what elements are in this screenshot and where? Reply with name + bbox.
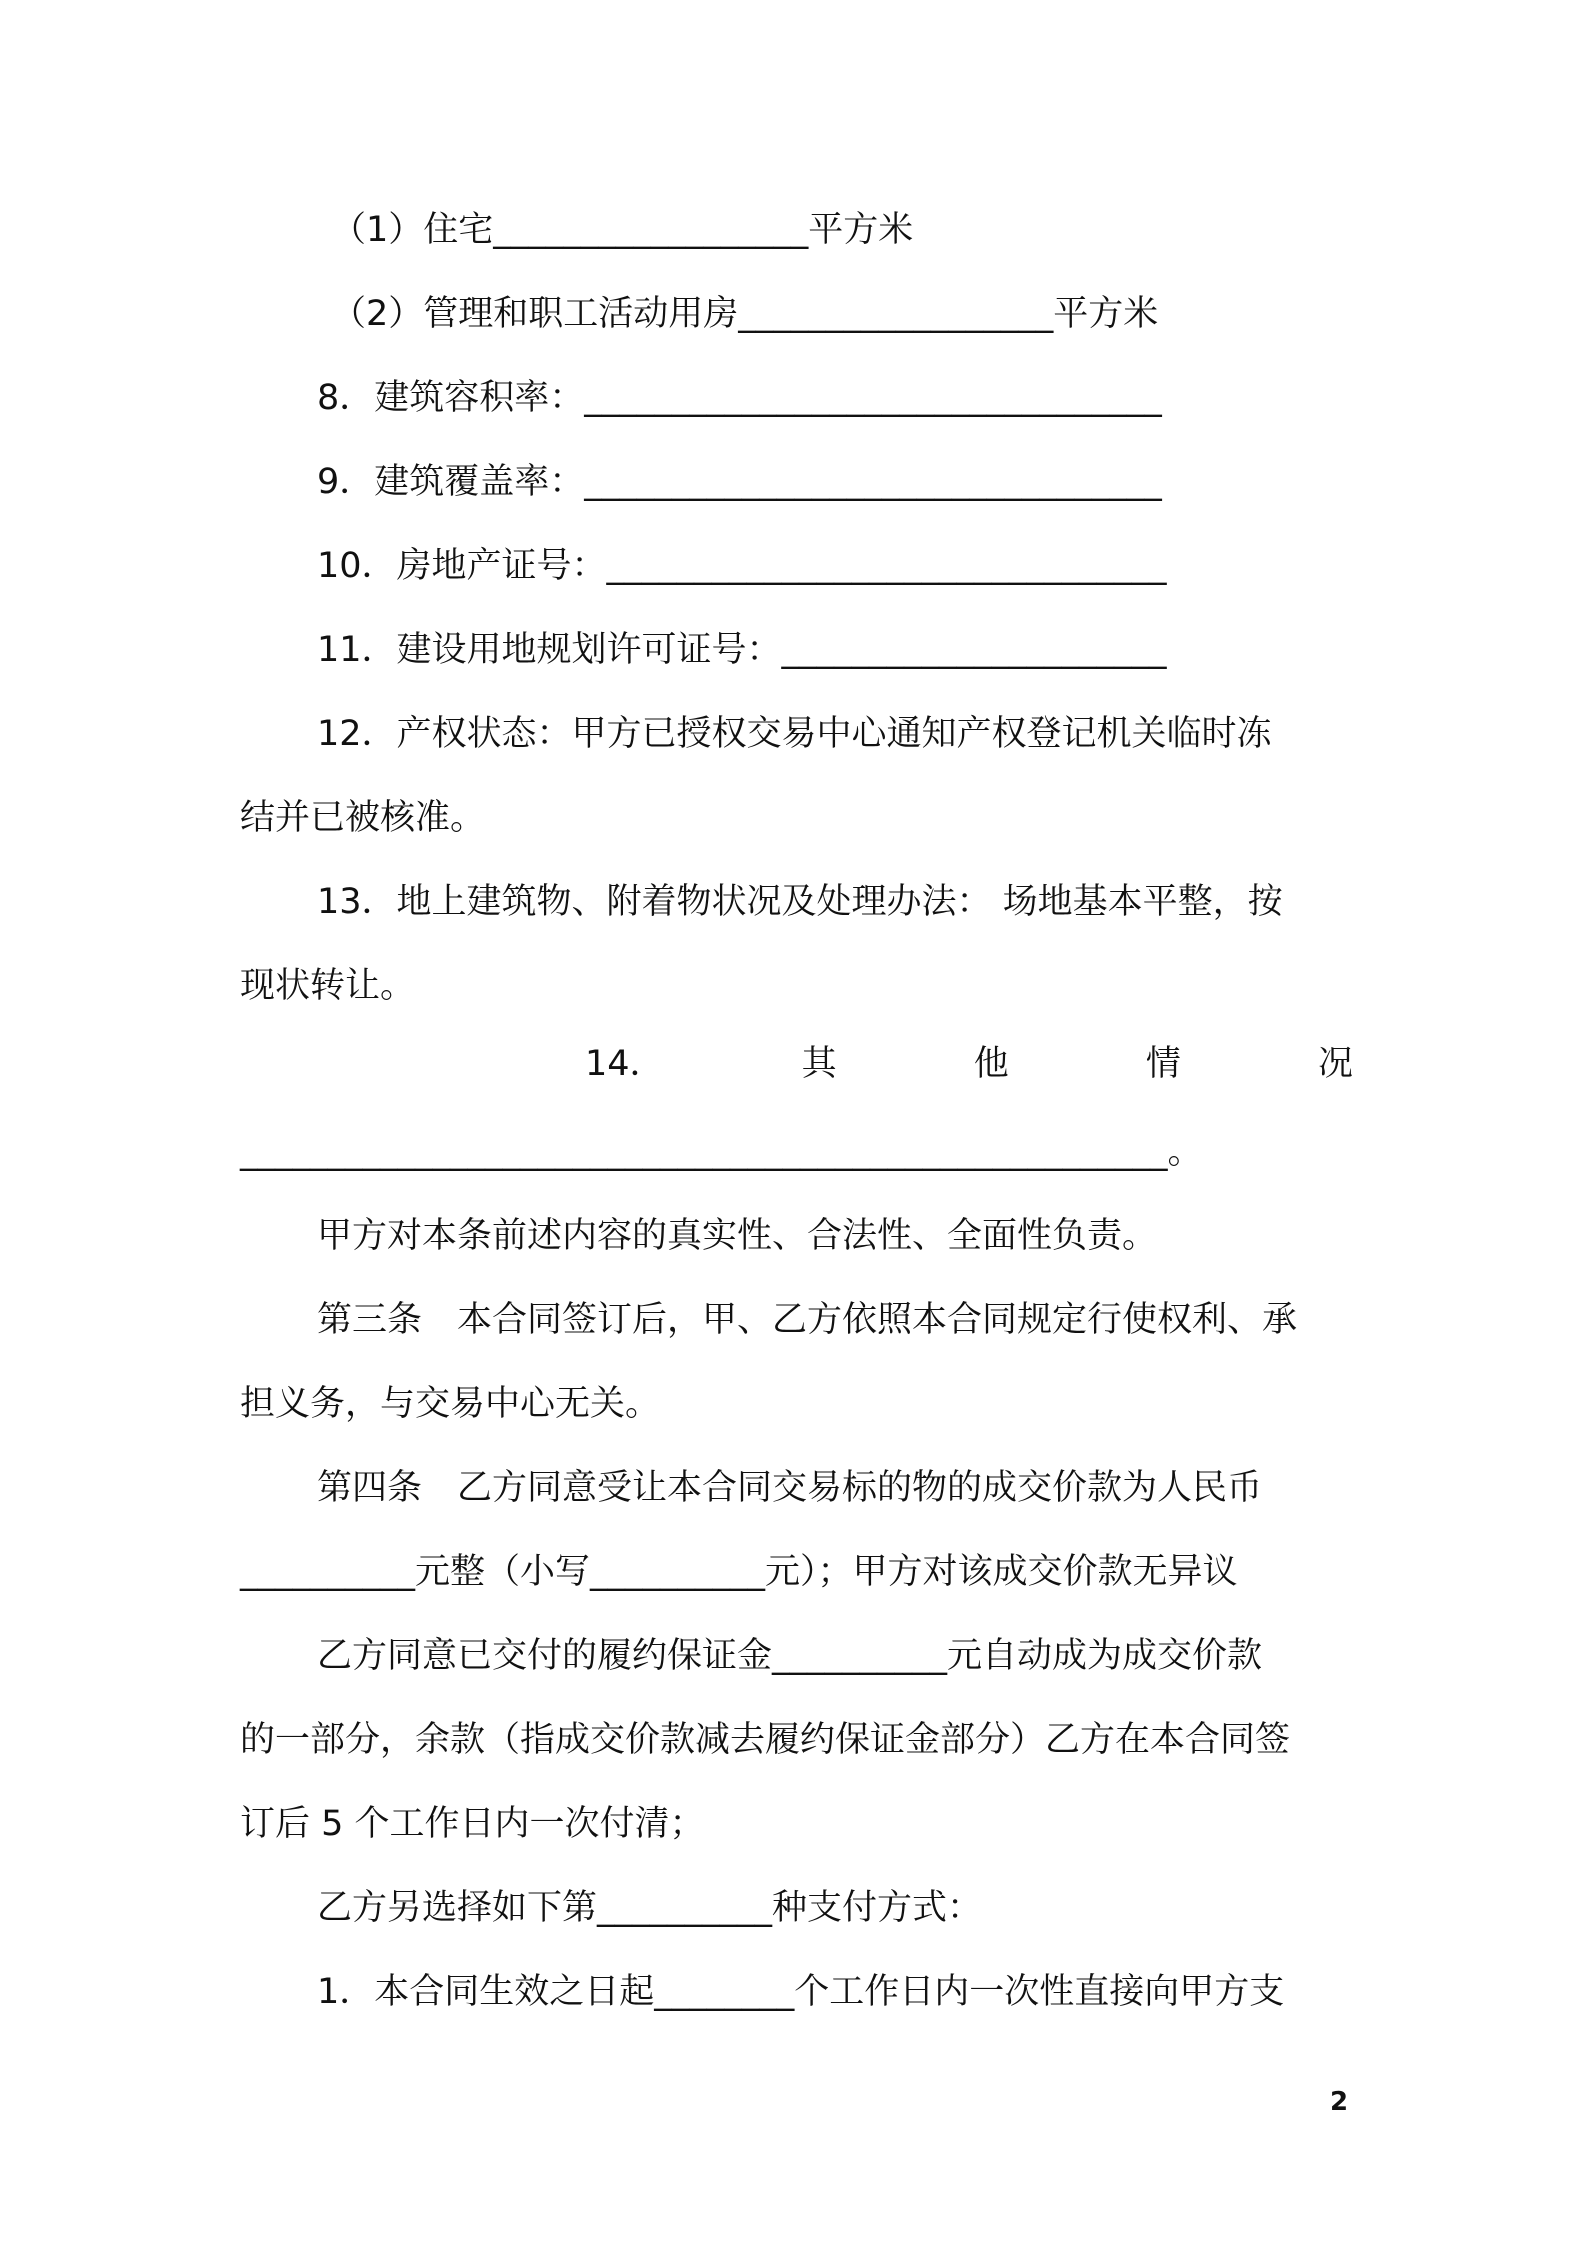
text-line: 10．房地产证号：________________________________ <box>317 546 1167 586</box>
text-line: 乙方另选择如下第__________种支付方式： <box>317 1888 983 1928</box>
text-line: 担义务，与交易中心无关。 <box>240 1384 661 1424</box>
text-line: （2）管理和职工活动用房__________________平方米 <box>331 294 1159 334</box>
text-line: 的一部分，余款（指成交价款减去履约保证金部分）乙方在本合同签 <box>240 1720 1291 1760</box>
text-line: 12．产权状态：甲方已授权交易中心通知产权登记机关临时冻 <box>317 714 1272 754</box>
item-14-char: 情 <box>1145 1044 1181 1084</box>
item-14-number: 14． <box>585 1044 665 1084</box>
text-line: 甲方对本条前述内容的真实性、合法性、全面性负责。 <box>317 1216 1158 1256</box>
text-line: 8．建筑容积率：_________________________________ <box>317 378 1162 418</box>
item-14-char: 况 <box>1317 1044 1353 1084</box>
text-line: 9．建筑覆盖率：_________________________________ <box>317 462 1162 502</box>
text-line: 乙方同意已交付的履约保证金__________元自动成为成交价款 <box>317 1636 1263 1676</box>
text-line: 13．地上建筑物、附着物状况及处理办法： 场地基本平整，按 <box>317 882 1283 922</box>
article-3: 第三条 本合同签订后，甲、乙方依照本合同规定行使权利、承 <box>317 1300 1298 1340</box>
text-line: 结并已被核准。 <box>240 798 486 838</box>
text-line: 现状转让。 <box>240 966 416 1006</box>
item-14-char: 他 <box>973 1044 1009 1084</box>
page-number: 2 <box>1330 2087 1349 2117</box>
text-line: __________元整（小写__________元）；甲方对该成交价款无异议 <box>240 1552 1238 1592</box>
text-line: 1．本合同生效之日起________个工作日内一次性直接向甲方支 <box>317 1972 1285 2012</box>
blank-line: _____________________________________________________。 <box>240 1132 1203 1172</box>
article-4: 第四条 乙方同意受让本合同交易标的物的成交价款为人民币 <box>317 1468 1263 1508</box>
item-14-heading <box>240 1040 1353 1088</box>
item-14-char: 其 <box>801 1044 837 1084</box>
text-line: （1）住宅__________________平方米 <box>331 210 914 250</box>
text-line: 11．建设用地规划许可证号：______________________ <box>317 630 1167 670</box>
text-line: 订后 5 个工作日内一次付清； <box>240 1804 705 1844</box>
